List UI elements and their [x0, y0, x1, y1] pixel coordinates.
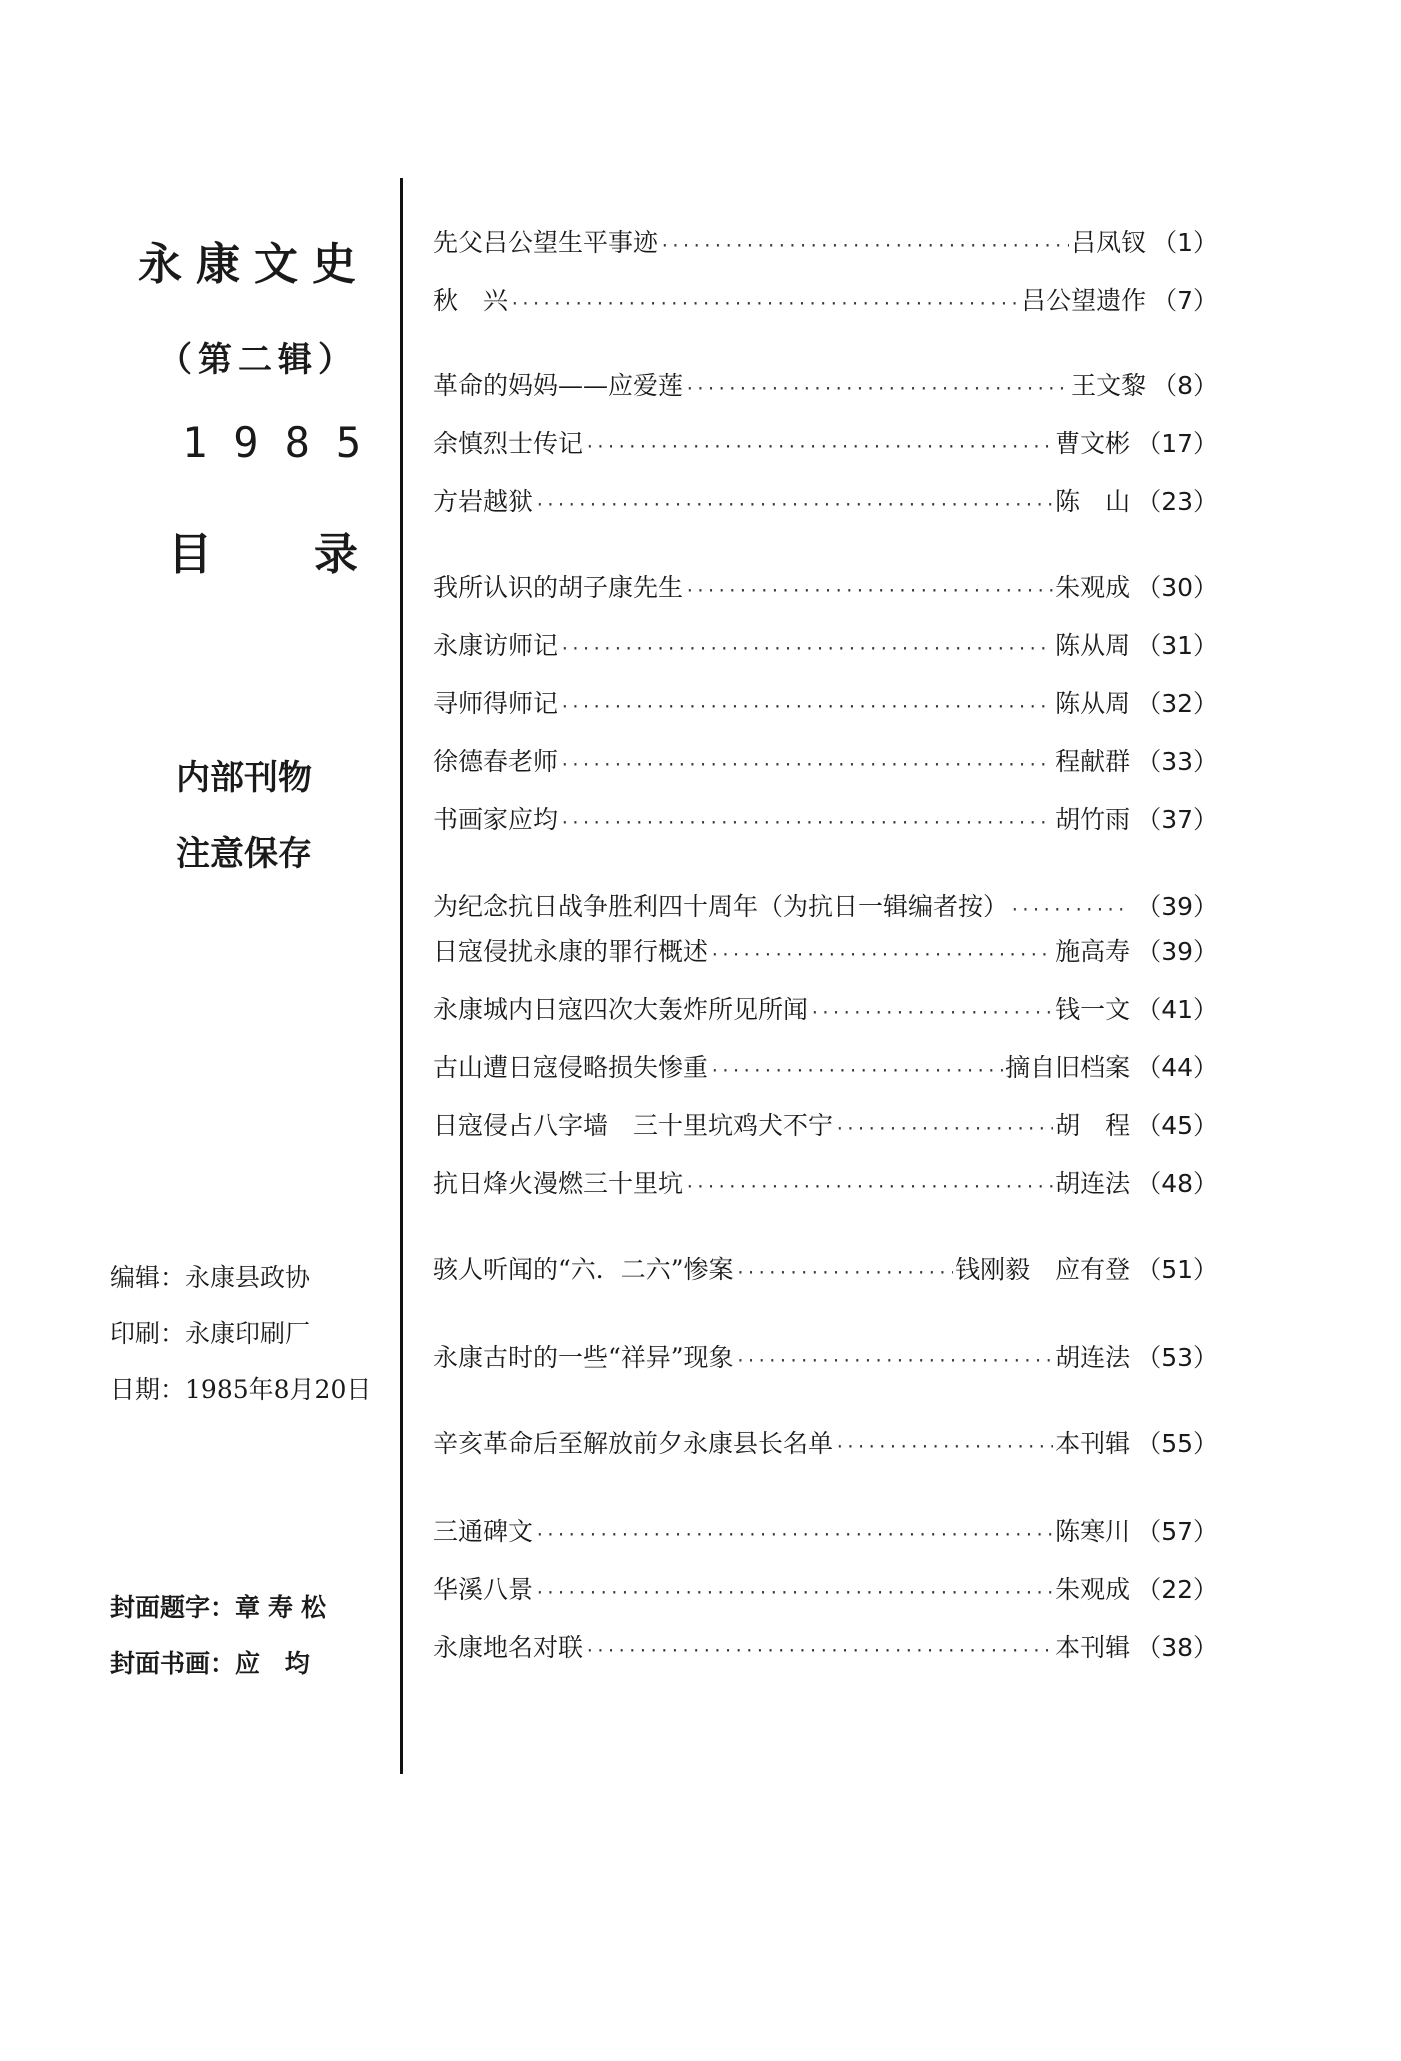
credit-value: 永康印刷厂 [185, 1319, 311, 1348]
toc-author: 胡竹雨 [1055, 805, 1131, 834]
toc-entry[interactable] [433, 1052, 1218, 1087]
toc-author: 朱观成 [1055, 1575, 1131, 1604]
toc-page: （22） [1136, 1575, 1218, 1604]
toc-entry[interactable] [433, 994, 1218, 1029]
toc-entry[interactable] [433, 1428, 1218, 1463]
toc-title: 永康访师记 [433, 631, 559, 660]
toc-author: 陈 山 [1055, 487, 1131, 516]
credit-value: 永康县政协 [185, 1263, 311, 1292]
toc-leader-dots [535, 1577, 1053, 1609]
internal-notice [176, 740, 312, 892]
cover-value: 章寿松 [235, 1593, 335, 1622]
toc-author: 吕公望遗作 [1021, 286, 1147, 315]
cover-row-painting [110, 1636, 334, 1692]
table-of-contents [433, 0, 1233, 2061]
toc-leader-dots [736, 1345, 1054, 1377]
toc-title: 骇人听闻的“六．二六”惨案 [433, 1255, 734, 1284]
toc-entry[interactable] [433, 1168, 1218, 1203]
toc-page: （53） [1136, 1343, 1218, 1372]
toc-title: 永康古时的一些“祥异”现象 [433, 1343, 734, 1372]
toc-author: 胡连法 [1055, 1343, 1131, 1372]
contents-heading-char-2: 录 [314, 529, 358, 580]
toc-author: 陈寒川 [1055, 1517, 1131, 1546]
contents-heading-char-1: 目 [168, 529, 212, 580]
toc-entry[interactable] [433, 688, 1218, 723]
toc-page: （31） [1136, 631, 1218, 660]
toc-entry[interactable] [433, 227, 1218, 262]
toc-leader-dots [835, 1113, 1053, 1145]
toc-leader-dots [585, 1635, 1053, 1667]
toc-leader-dots [810, 997, 1053, 1029]
toc-title: 日寇侵占八字墙 三十里坑鸡犬不宁 [433, 1111, 834, 1140]
toc-entry[interactable] [433, 428, 1218, 463]
toc-author: 钱刚毅 应有登 [955, 1255, 1131, 1284]
toc-leader-dots [660, 230, 1069, 262]
toc-page: （30） [1136, 573, 1218, 602]
toc-title: 先父吕公望生平事迹 [433, 228, 659, 257]
publication-year: 1985 [182, 418, 388, 467]
toc-page: （41） [1136, 995, 1218, 1024]
toc-entry[interactable] [433, 1110, 1218, 1145]
toc-entry[interactable] [433, 936, 1218, 971]
toc-page: （51） [1136, 1255, 1218, 1284]
toc-entry[interactable] [433, 486, 1218, 521]
toc-leader-dots [685, 575, 1053, 607]
toc-leader-dots [685, 373, 1069, 405]
toc-author: 王文黎 [1071, 371, 1147, 400]
toc-page: （7） [1152, 286, 1218, 315]
toc-title: 日寇侵扰永康的罪行概述 [433, 937, 709, 966]
notice-line-2: 注意保存 [176, 834, 312, 874]
toc-title: 余慎烈士传记 [433, 429, 584, 458]
toc-page: （57） [1136, 1517, 1218, 1546]
toc-leader-dots [1010, 894, 1128, 926]
toc-title: 古山遭日寇侵略损失惨重 [433, 1053, 709, 1082]
toc-leader-dots [736, 1257, 954, 1289]
toc-title: 革命的妈妈——应爱莲 [433, 371, 684, 400]
toc-leader-dots [710, 939, 1053, 971]
toc-page: （45） [1136, 1111, 1218, 1140]
toc-leader-dots [510, 288, 1019, 320]
credit-value: 1985年8月20日 [185, 1375, 372, 1404]
issue-number: （第二辑） [158, 340, 358, 380]
toc-page: （38） [1136, 1633, 1218, 1662]
notice-line-1: 内部刊物 [176, 758, 312, 798]
credits-block [110, 1250, 371, 1418]
toc-entry[interactable] [433, 285, 1218, 320]
toc-page: （23） [1136, 487, 1218, 516]
toc-entry[interactable] [433, 746, 1218, 781]
contents-heading [168, 518, 358, 582]
toc-title: 三通碑文 [433, 1517, 534, 1546]
toc-title: 为纪念抗日战争胜利四十周年（为抗日一辑编者按） [433, 892, 1009, 921]
cover-credits [110, 1580, 334, 1692]
toc-author: 本刊辑 [1055, 1429, 1131, 1458]
column-divider [400, 178, 403, 1774]
toc-page: （17） [1136, 429, 1218, 458]
toc-leader-dots [560, 691, 1053, 723]
toc-entry[interactable] [433, 1574, 1218, 1609]
toc-author: 朱观成 [1055, 573, 1131, 602]
toc-title: 我所认识的胡子康先生 [433, 573, 684, 602]
toc-page: （32） [1136, 689, 1218, 718]
left-column [0, 0, 400, 2061]
toc-author: 程献群 [1055, 747, 1131, 776]
cover-row-calligraphy [110, 1580, 334, 1636]
credit-label: 编辑： [110, 1263, 186, 1292]
cover-value: 应 均 [235, 1649, 318, 1678]
toc-page: （33） [1136, 747, 1218, 776]
toc-entry[interactable] [433, 630, 1218, 665]
toc-title: 抗日烽火漫燃三十里坑 [433, 1169, 684, 1198]
toc-author: 胡连法 [1055, 1169, 1131, 1198]
toc-title: 永康城内日寇四次大轰炸所见所闻 [433, 995, 809, 1024]
toc-entry[interactable] [433, 1632, 1218, 1667]
toc-page: （39） [1136, 892, 1218, 921]
toc-entry[interactable] [433, 572, 1218, 607]
toc-author: 陈从周 [1055, 689, 1131, 718]
cover-label: 封面书画： [110, 1649, 236, 1678]
toc-entry[interactable] [433, 891, 1218, 926]
toc-leader-dots [535, 1519, 1053, 1551]
credit-row-date [110, 1362, 371, 1418]
toc-author: 施高寿 [1055, 937, 1131, 966]
toc-title: 华溪八景 [433, 1575, 534, 1604]
toc-leader-dots [685, 1171, 1053, 1203]
toc-entry[interactable] [433, 1254, 1218, 1289]
toc-leader-dots [560, 633, 1053, 665]
toc-title: 秋 兴 [433, 286, 509, 315]
toc-title: 永康地名对联 [433, 1633, 584, 1662]
toc-leader-dots [560, 807, 1053, 839]
toc-author: 吕凤钗 [1071, 228, 1147, 257]
toc-entry[interactable] [433, 804, 1218, 839]
toc-entry[interactable] [433, 370, 1218, 405]
toc-author: 曹文彬 [1055, 429, 1131, 458]
toc-author: 陈从周 [1055, 631, 1131, 660]
toc-author: 钱一文 [1055, 995, 1131, 1024]
toc-title: 方岩越狱 [433, 487, 534, 516]
credit-row-editor [110, 1250, 371, 1306]
toc-author: 本刊辑 [1055, 1633, 1131, 1662]
credit-label: 印刷： [110, 1319, 186, 1348]
toc-entry[interactable] [433, 1342, 1218, 1377]
toc-leader-dots [710, 1055, 1003, 1087]
toc-page: （55） [1136, 1429, 1218, 1458]
toc-author: 胡 程 [1055, 1111, 1131, 1140]
toc-title: 徐德春老师 [433, 747, 559, 776]
toc-page: （8） [1152, 371, 1218, 400]
toc-leader-dots [835, 1431, 1053, 1463]
toc-title: 辛亥革命后至解放前夕永康县长名单 [433, 1429, 834, 1458]
toc-page: （1） [1152, 228, 1218, 257]
toc-entry[interactable] [433, 1516, 1218, 1551]
toc-author: 摘自旧档案 [1005, 1053, 1131, 1082]
toc-page: （44） [1136, 1053, 1218, 1082]
toc-leader-dots [560, 749, 1053, 781]
toc-leader-dots [585, 431, 1053, 463]
toc-title: 寻师得师记 [433, 689, 559, 718]
cover-label: 封面题字： [110, 1593, 236, 1622]
book-title: 永康文史 [138, 239, 370, 290]
toc-page: （39） [1136, 937, 1218, 966]
credit-label: 日期： [110, 1375, 186, 1404]
toc-title: 书画家应均 [433, 805, 559, 834]
toc-page: （48） [1136, 1169, 1218, 1198]
toc-page: （37） [1136, 805, 1218, 834]
toc-leader-dots [535, 489, 1053, 521]
credit-row-printer [110, 1306, 371, 1362]
